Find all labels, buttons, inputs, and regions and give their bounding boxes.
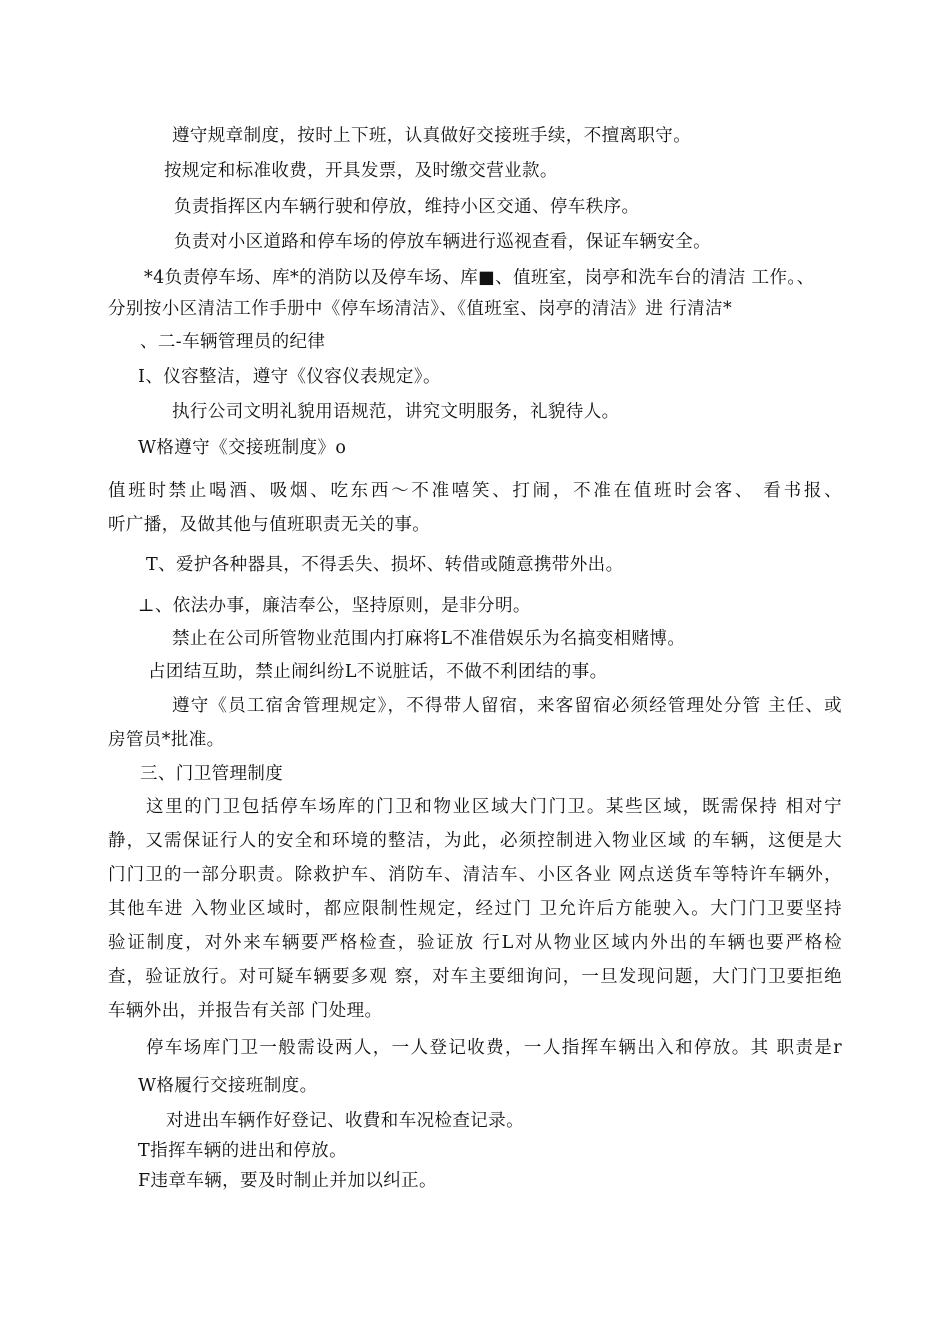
- section-heading: 三、门卫管理制度: [140, 764, 284, 784]
- paragraph-line: W格遵守《交接班制度》o: [138, 438, 347, 458]
- paragraph-line: 遵守规章制度，按时上下班，认真做好交接班手续，不擅离职守。: [172, 126, 692, 146]
- paragraph-line: I、仪容整洁，遵守《仪容仪表规定》。: [138, 367, 441, 387]
- paragraph-line: 车辆外出，并报告有关部 门处理。: [108, 1001, 383, 1021]
- paragraph-line: T指挥车辆的进出和停放。: [138, 1141, 347, 1161]
- paragraph-line: *4负责停车场、库*的消防以及停车场、库■、值班室，岗亭和洗车台的清洁 工作。、: [144, 268, 815, 288]
- paragraph-line: 禁止在公司所管物业范围内打麻将L不准借娱乐为名搞变相赌博。: [172, 629, 686, 649]
- paragraph-line: 停车场库门卫一般需设两人，一人登记收费，一人指挥车辆出入和停放。其 职责是r: [146, 1038, 842, 1058]
- paragraph-line: 对进出车辆作好登记、收費和车况检查记录。: [166, 1111, 524, 1131]
- paragraph-line: 分别按小区清洁工作手册中《停车场清洁》、《值班室、岗亭的清洁》进 行清洁*: [108, 299, 733, 319]
- paragraph-line: T、爱护各种器具，不得丢失、损坏、转借或随意携带外出。: [146, 555, 624, 575]
- paragraph-line: 查，验证放行。对可疑车辆要多观 察，对车主要细询问，一旦发现问题，大门门卫要拒绝: [108, 967, 842, 987]
- paragraph-line: W格履行交接班制度。: [138, 1076, 318, 1096]
- paragraph-line: F违章车辆，要及时制止并加以纠正。: [138, 1171, 437, 1191]
- paragraph-line: 占团结互助，禁止闹纠纷L不说脏话，不做不利团结的事。: [148, 662, 608, 682]
- paragraph-line: 遵守《员工宿舍管理规定》，不得带人留宿，来客留宿必须经管理处分管 主任、或: [172, 696, 842, 716]
- paragraph-line: 值班时禁止喝酒、吸烟、吃东西〜不准嘻笑、打闹，不准在值班时会客、 看书报、: [108, 481, 842, 501]
- paragraph-line: 其他车进 入物业区域时，都应限制性规定，经过门 卫允许后方能驶入。大门门卫要坚持: [108, 899, 842, 919]
- paragraph-line: 门门卫的一部分职责。除救护车、消防车、清洁车、小区各业 网点送货车等特许车辆外，: [108, 865, 842, 885]
- paragraph-line: 执行公司文明礼貌用语规范，讲究文明服务，礼貌待人。: [172, 402, 620, 422]
- paragraph-line: 听广播，及做其他与值班职责无关的事。: [108, 515, 431, 535]
- paragraph-line: 负责对小区道路和停车场的停放车辆进行巡视查看，保证车辆安全。: [174, 232, 711, 252]
- paragraph-line: ⊥、依法办事，廉洁奉公，坚持原则，是非分明。: [138, 596, 531, 616]
- section-heading: 、二-车辆管理员的纪律: [140, 332, 326, 352]
- paragraph-line: 负责指挥区内车辆行驶和停放，维持小区交通、停车秩序。: [174, 197, 640, 217]
- paragraph-line: 验证制度，对外来车辆要严格检查，验证放 行L对从物业区域内外出的车辆也要严格检: [108, 933, 842, 953]
- paragraph-line: 静，又需保证行人的安全和环境的整洁，为此，必须控制进入物业区域 的车辆，这便是大: [108, 831, 842, 851]
- paragraph-line: 房管员*批准。: [108, 730, 225, 750]
- paragraph-line: 这里的门卫包括停车场库的门卫和物业区域大门门卫。某些区域，既需保持 相对宁: [146, 797, 842, 817]
- paragraph-line: 按规定和标准收费，开具发票，及时缴交营业款。: [164, 161, 558, 181]
